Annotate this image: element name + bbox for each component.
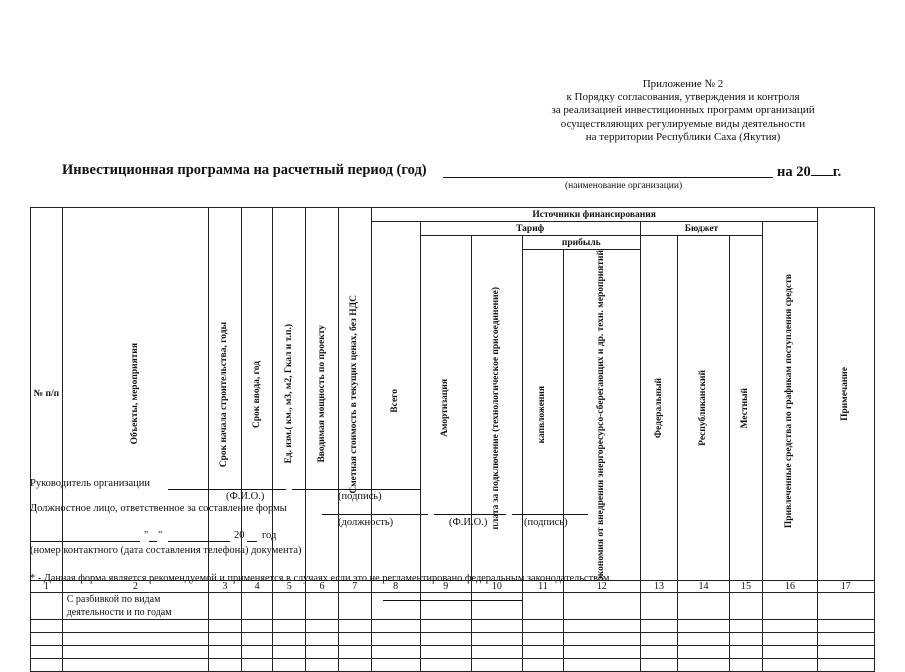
col-num: 8 bbox=[371, 581, 420, 593]
table-cell[interactable] bbox=[471, 646, 522, 659]
head-fio-caption: (Ф.И.О.) bbox=[226, 491, 265, 502]
col-num: 14 bbox=[678, 581, 729, 593]
col-num: 7 bbox=[338, 581, 371, 593]
table-cell[interactable] bbox=[273, 659, 306, 672]
table-cell[interactable] bbox=[817, 659, 874, 672]
table-cell[interactable] bbox=[563, 633, 640, 646]
table-cell[interactable] bbox=[640, 659, 678, 672]
contact-caption: (номер контактного (дата составления телефона) документа) bbox=[30, 545, 302, 556]
table-cell[interactable] bbox=[563, 593, 640, 620]
table-cell[interactable] bbox=[31, 659, 63, 672]
table-cell[interactable] bbox=[640, 620, 678, 633]
table-cell[interactable] bbox=[763, 633, 817, 646]
footer-rule bbox=[383, 600, 523, 601]
table-cell[interactable] bbox=[420, 593, 471, 620]
header-num: № п/п bbox=[31, 208, 63, 581]
table-cell[interactable] bbox=[371, 633, 420, 646]
col-num: 17 bbox=[817, 581, 874, 593]
table-cell[interactable] bbox=[471, 593, 522, 620]
header-republic: Республиканский bbox=[678, 236, 729, 581]
col-num: 15 bbox=[729, 581, 763, 593]
table-cell[interactable] bbox=[763, 659, 817, 672]
table-cell[interactable] bbox=[729, 620, 763, 633]
head-sign-line[interactable] bbox=[292, 489, 420, 490]
table-cell[interactable] bbox=[523, 620, 564, 633]
table-cell[interactable] bbox=[729, 659, 763, 672]
table-cell[interactable] bbox=[273, 620, 306, 633]
appendix-line-1: Приложение № 2 bbox=[642, 78, 724, 90]
head-sign-caption: (подпись) bbox=[338, 491, 382, 502]
col-num: 4 bbox=[241, 581, 273, 593]
table-cell[interactable] bbox=[763, 620, 817, 633]
header-sources: Источники финансирования bbox=[371, 208, 817, 222]
header-capinv: капвложения bbox=[523, 250, 564, 581]
table-cell[interactable] bbox=[241, 646, 273, 659]
table-cell[interactable] bbox=[678, 646, 729, 659]
table-cell[interactable] bbox=[338, 620, 371, 633]
table-cell[interactable] bbox=[338, 659, 371, 672]
table-row bbox=[31, 659, 875, 672]
table-cell[interactable] bbox=[273, 633, 306, 646]
table-cell[interactable] bbox=[729, 646, 763, 659]
table-cell[interactable] bbox=[208, 646, 241, 659]
header-start: Срок начала строительства, годы bbox=[208, 208, 241, 581]
appendix-line-5: на территории Республики Саха (Якутия) bbox=[585, 130, 781, 143]
header-commission: Срок ввода, год bbox=[241, 208, 273, 581]
table-cell[interactable] bbox=[31, 620, 63, 633]
table-cell[interactable] bbox=[817, 633, 874, 646]
col-num: 16 bbox=[763, 581, 817, 593]
table-cell[interactable] bbox=[62, 646, 208, 659]
year-blank[interactable] bbox=[811, 162, 833, 176]
table-cell[interactable] bbox=[729, 633, 763, 646]
col-num: 1 bbox=[31, 581, 63, 593]
header-amort: Амортизация bbox=[420, 236, 471, 581]
col-num: 2 bbox=[62, 581, 208, 593]
table-cell[interactable] bbox=[208, 620, 241, 633]
date-quote-open: " bbox=[144, 530, 149, 541]
title-tail bbox=[777, 162, 841, 181]
table-cell[interactable] bbox=[338, 646, 371, 659]
table-cell[interactable] bbox=[306, 646, 339, 659]
table-row bbox=[31, 646, 875, 659]
table-cell[interactable] bbox=[241, 593, 273, 620]
table-cell[interactable] bbox=[729, 593, 763, 620]
table-cell[interactable] bbox=[62, 659, 208, 672]
date-day-line[interactable] bbox=[149, 541, 157, 542]
table-cell[interactable] bbox=[817, 646, 874, 659]
table-cell[interactable] bbox=[62, 620, 208, 633]
org-name-line[interactable] bbox=[443, 177, 773, 178]
table-cell[interactable] bbox=[817, 620, 874, 633]
title-year-suffix: г. bbox=[832, 164, 842, 180]
table-cell[interactable] bbox=[523, 593, 564, 620]
table-cell[interactable] bbox=[420, 659, 471, 672]
table-cell[interactable] bbox=[678, 593, 729, 620]
header-local: Местный bbox=[729, 236, 763, 581]
table-cell[interactable] bbox=[563, 620, 640, 633]
table-cell[interactable] bbox=[306, 620, 339, 633]
appendix-header bbox=[513, 78, 853, 144]
date-year-line[interactable] bbox=[247, 541, 257, 542]
responsible-fio-line[interactable] bbox=[434, 514, 506, 515]
col-num: 5 bbox=[273, 581, 306, 593]
table-cell[interactable] bbox=[640, 646, 678, 659]
col-num: 3 bbox=[208, 581, 241, 593]
table-cell[interactable] bbox=[563, 646, 640, 659]
col-num: 9 bbox=[420, 581, 471, 593]
table-cell[interactable] bbox=[678, 620, 729, 633]
table-cell[interactable] bbox=[640, 633, 678, 646]
table-cell[interactable] bbox=[208, 659, 241, 672]
table-cell[interactable] bbox=[338, 633, 371, 646]
col-num: 10 bbox=[471, 581, 522, 593]
title-year-prefix: на 20 bbox=[777, 164, 811, 180]
table-cell[interactable] bbox=[208, 633, 241, 646]
table-cell[interactable] bbox=[273, 593, 306, 620]
header-total: Всего bbox=[371, 222, 420, 581]
header-connection: плата за подключение (технологическое присоединение) bbox=[471, 236, 522, 581]
date-month-line[interactable] bbox=[168, 541, 230, 542]
col-num: 12 bbox=[563, 581, 640, 593]
table-cell[interactable] bbox=[306, 593, 339, 620]
table-cell[interactable] bbox=[241, 620, 273, 633]
table-cell[interactable] bbox=[563, 659, 640, 672]
table-cell[interactable] bbox=[678, 633, 729, 646]
header-budget: Бюджет bbox=[640, 222, 763, 236]
header-attracted: Привлеченные средства по графикам поступления средств bbox=[763, 222, 817, 581]
org-name-caption: (наименование организации) bbox=[565, 181, 683, 191]
date-quote-close: " bbox=[158, 530, 163, 541]
header-unit: Ед. изм.( км., м3, м2, Гкал и т.п.) bbox=[273, 208, 306, 581]
header-capacity: Вводимая мощность по проекту bbox=[306, 208, 339, 581]
table-cell[interactable] bbox=[523, 659, 564, 672]
title-main: Инвестиционная программа на расчетный период (год) bbox=[62, 162, 427, 178]
table-cell[interactable] bbox=[241, 659, 273, 672]
table-row bbox=[31, 633, 875, 646]
header-objects: Объекты, мероприятия bbox=[62, 208, 208, 581]
table-cell[interactable] bbox=[640, 593, 678, 620]
table-cell[interactable] bbox=[306, 633, 339, 646]
table-cell[interactable] bbox=[31, 646, 63, 659]
table-cell[interactable] bbox=[817, 593, 874, 620]
contact-line[interactable] bbox=[30, 541, 140, 542]
table-cell[interactable] bbox=[208, 593, 241, 620]
table-row bbox=[31, 620, 875, 633]
table-cell[interactable] bbox=[471, 633, 522, 646]
table-cell[interactable] bbox=[306, 659, 339, 672]
table-cell[interactable]: С разбивкой по видам деятельности и по годам bbox=[62, 593, 208, 620]
table-cell[interactable] bbox=[338, 593, 371, 620]
responsible-sign-line[interactable] bbox=[512, 514, 588, 515]
responsible-fio-caption: (Ф.И.О.) bbox=[449, 517, 488, 528]
header-cost: Сметная стоимость в текущих ценах, без НДС bbox=[338, 208, 371, 581]
footnote: * - Данная форма является рекомендуемой и применяется в случаях если это не регламентировано федеральным законодательством. bbox=[30, 573, 612, 584]
responsible-position-line[interactable] bbox=[322, 514, 428, 515]
table-cell[interactable] bbox=[763, 646, 817, 659]
table-cell[interactable] bbox=[471, 620, 522, 633]
head-fio-line[interactable] bbox=[168, 489, 286, 490]
table-cell[interactable] bbox=[371, 620, 420, 633]
table-cell[interactable] bbox=[763, 593, 817, 620]
table-cell[interactable] bbox=[371, 659, 420, 672]
appendix-line-4: осуществляющих регулируемые виды деятельности bbox=[560, 117, 806, 130]
col-num: 11 bbox=[523, 581, 564, 593]
table-cell[interactable] bbox=[62, 633, 208, 646]
appendix-line-2: к Порядку согласования, утверждения и контроля bbox=[566, 91, 800, 104]
col-num: 6 bbox=[306, 581, 339, 593]
investment-table bbox=[30, 207, 875, 672]
table-cell[interactable] bbox=[31, 593, 63, 620]
table-row bbox=[31, 593, 875, 620]
header-profit: прибыль bbox=[523, 236, 641, 250]
responsible-label: Должностное лицо, ответственное за составление формы bbox=[30, 503, 287, 514]
table-cell[interactable] bbox=[523, 633, 564, 646]
table-cell[interactable] bbox=[678, 659, 729, 672]
table-cell[interactable] bbox=[371, 646, 420, 659]
table-cell[interactable] bbox=[31, 633, 63, 646]
position-caption: (должность) bbox=[338, 517, 394, 528]
head-label: Руководитель организации bbox=[30, 478, 150, 489]
table-cell[interactable] bbox=[420, 633, 471, 646]
date-year-suffix: год bbox=[262, 530, 277, 541]
table-cell[interactable] bbox=[471, 659, 522, 672]
table-cell[interactable] bbox=[523, 646, 564, 659]
header-tariff: Тариф bbox=[420, 222, 640, 236]
header-note: Примечание bbox=[817, 208, 874, 581]
header-economy: экономия от внедрения энергоресурсо-сберегающих и др. техн. мероприятий bbox=[563, 250, 640, 581]
table-cell[interactable] bbox=[241, 633, 273, 646]
col-num: 13 bbox=[640, 581, 678, 593]
table-cell[interactable] bbox=[420, 620, 471, 633]
table-cell[interactable] bbox=[273, 646, 306, 659]
table-cell[interactable] bbox=[371, 593, 420, 620]
appendix-line-3: за реализацией инвестиционных программ организаций bbox=[551, 104, 815, 117]
header-federal: Федеральный bbox=[640, 236, 678, 581]
responsible-sign-caption: (подпись) bbox=[524, 517, 568, 528]
table-cell[interactable] bbox=[420, 646, 471, 659]
date-year-prefix: 20 bbox=[234, 530, 245, 541]
